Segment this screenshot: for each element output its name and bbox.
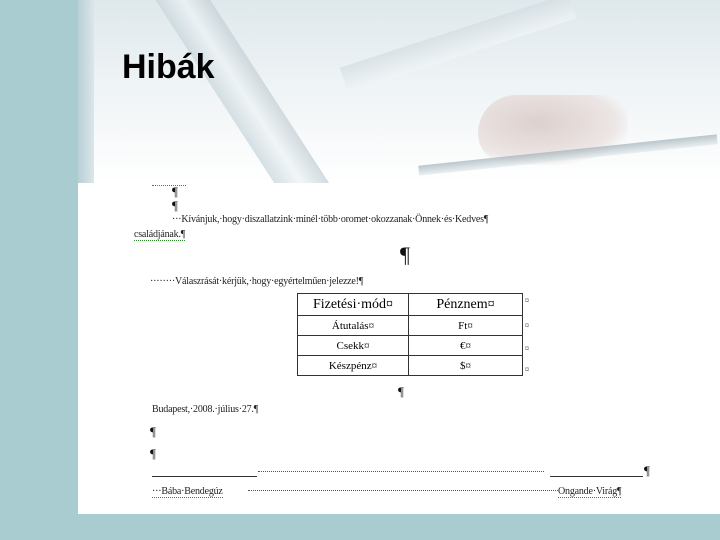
table-row [298,316,523,336]
paragraph-line: ···Kívánjuk,·hogy·diszallatzink·minél·több·oromet·okozzanak·Önnek·és·Kedves¶ [172,214,489,225]
pilcrow-mark: ¶ [172,184,178,199]
header-photo [78,0,720,183]
slide-title: Hibák [122,48,215,86]
paragraph-line: családjának.¶ [134,229,186,240]
photo-edge [78,0,94,183]
date-line: Budapest,·2008.·július·27.¶ [152,404,259,415]
table-cell: Készpénz¤ [298,356,409,376]
signature-name-left: ···Bába·Bendegúz [152,486,223,497]
table-cell: €¤ [409,336,523,356]
table-header-row [298,294,523,316]
table-cell: Átutalás¤ [298,316,409,336]
tab-leader [248,490,558,491]
row-end-mark: ¤ [525,365,529,374]
signature-name-right: Ongande·Virág¶ [558,486,622,497]
table-row [298,356,523,376]
table-cell: Csekk¤ [298,336,409,356]
top-dots [152,185,186,186]
table-header-cell: Fizetési·mód¤ [298,294,409,316]
row-end-mark: ¤ [525,296,529,305]
tab-leader [258,471,544,472]
pilcrow-mark: ¶ [644,463,650,478]
row-end-mark: ¤ [525,344,529,353]
table-cell: $¤ [409,356,523,376]
pilcrow-mark: ¶ [150,424,156,439]
table-cell: Ft¤ [409,316,523,336]
pilcrow-mark: ¶ [400,242,410,267]
pilcrow-mark: ¶ [150,446,156,461]
row-end-mark: ¤ [525,321,529,330]
signature-line [152,476,257,477]
photo-shape [153,0,350,183]
payment-table [297,293,523,376]
pilcrow-mark: ¶ [172,198,178,213]
table-row [298,336,523,356]
pilcrow-mark: ¶ [398,384,404,399]
paragraph-line: ········Válaszrását·kérjük,·hogy·egyértelműen·jelezze!¶ [150,276,364,287]
photo-shape [340,0,576,92]
table-header-cell: Pénznem¤ [409,294,523,316]
signature-line [550,476,643,477]
